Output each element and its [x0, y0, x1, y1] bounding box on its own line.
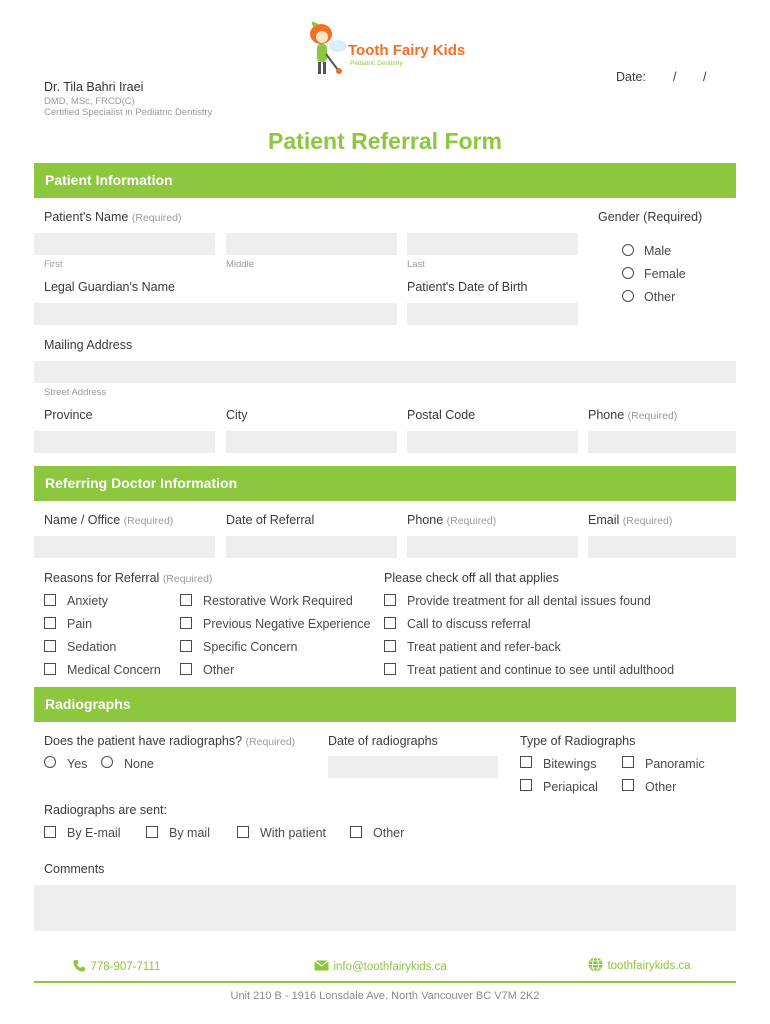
guardian-label: Legal Guardian's Name — [44, 280, 175, 294]
radiograph-type-label: Type of Radiographs — [520, 734, 636, 748]
sent-email-checkbox[interactable] — [44, 826, 56, 838]
type-panoramic-checkbox[interactable] — [622, 756, 634, 768]
referring-phone-input[interactable] — [407, 536, 578, 558]
comments-label: Comments — [44, 862, 105, 876]
street-address-caption: Street Address — [44, 387, 107, 398]
section-header-radiographs — [34, 687, 736, 722]
guardian-input[interactable] — [34, 303, 397, 325]
last-name-caption: Last — [407, 259, 425, 270]
sent-other-checkbox[interactable] — [350, 826, 362, 838]
footer-address: Unit 210 B - 1916 Lonsdale Ave. North Vancouver BC V7M 2K2 — [230, 990, 540, 1002]
dob-input[interactable] — [407, 303, 578, 325]
date-separator: / — [673, 70, 677, 84]
postal-code-label: Postal Code — [407, 408, 476, 422]
phone-icon — [72, 959, 86, 973]
patient-phone-label: Phone (Required) — [588, 408, 678, 422]
check-continue-checkbox[interactable] — [384, 663, 396, 675]
logo — [306, 20, 466, 82]
middle-name-caption: Middle — [226, 259, 254, 270]
check-refer-back-label: Treat patient and refer-back — [407, 640, 561, 654]
sent-other-label: Other — [373, 826, 405, 840]
check-treat-all-label: Provide treatment for all dental issues found — [407, 594, 651, 608]
section-title: Referring Doctor Information — [45, 475, 238, 491]
footer-divider — [34, 981, 736, 983]
page-title: Patient Referral Form — [268, 128, 502, 154]
referring-email-label: Email (Required) — [588, 513, 673, 527]
footer-email-text: info@toothfairykids.ca — [333, 961, 447, 973]
reason-medical-label: Medical Concern — [67, 663, 161, 677]
postal-code-input[interactable] — [407, 431, 578, 453]
type-periapical-checkbox[interactable] — [520, 779, 532, 791]
reason-restorative-label: Restorative Work Required — [203, 594, 353, 608]
street-address-input[interactable] — [34, 361, 736, 383]
check-continue-label: Treat patient and continue to see until adulthood — [407, 663, 675, 677]
gender-other-radio[interactable] — [622, 290, 634, 302]
type-panoramic-label: Panoramic — [645, 757, 705, 771]
referring-email-input[interactable] — [588, 536, 736, 558]
patient-phone-input[interactable] — [588, 431, 736, 453]
reason-pain-label: Pain — [67, 617, 93, 631]
sent-with-patient-checkbox[interactable] — [237, 826, 249, 838]
gender-male-radio[interactable] — [622, 244, 634, 256]
brand-name: Tooth Fairy Kids — [348, 42, 466, 59]
doctor-name: Dr. Tila Bahri Iraei — [44, 80, 144, 94]
reason-other-checkbox[interactable] — [180, 663, 192, 675]
gender-female-radio[interactable] — [622, 267, 634, 279]
type-bitewings-label: Bitewings — [543, 757, 597, 771]
sent-with-patient-label: With patient — [260, 826, 327, 840]
patient-name-label: Patient's Name (Required) — [44, 210, 182, 224]
reason-anxiety-checkbox[interactable] — [44, 594, 56, 606]
radiographs-date-input[interactable] — [328, 756, 498, 778]
reason-pain-checkbox[interactable] — [44, 617, 56, 629]
reason-medical-checkbox[interactable] — [44, 663, 56, 675]
radiographs-sent-label: Radiographs are sent: — [44, 803, 167, 817]
date-separator: / — [703, 70, 707, 84]
check-call-checkbox[interactable] — [384, 617, 396, 629]
sent-mail-label: By mail — [169, 826, 210, 840]
check-refer-back-checkbox[interactable] — [384, 640, 396, 652]
reason-specific-checkbox[interactable] — [180, 640, 192, 652]
gender-male-label: Male — [644, 244, 672, 258]
reason-other-label: Other — [203, 663, 235, 677]
radiographs-date-label: Date of radiographs — [328, 734, 438, 748]
footer-website-text: toothfairykids.ca — [607, 960, 691, 972]
radiographs-none-radio[interactable] — [101, 756, 113, 768]
last-name-input[interactable] — [407, 233, 578, 255]
referring-name-input[interactable] — [34, 536, 215, 558]
type-other-checkbox[interactable] — [622, 779, 634, 791]
referring-phone-label: Phone (Required) — [407, 513, 497, 527]
radiographs-none-label: None — [124, 757, 154, 771]
type-other-label: Other — [645, 780, 677, 794]
section-header-referring — [34, 466, 736, 501]
mail-icon — [314, 960, 329, 971]
referral-date-input[interactable] — [226, 536, 397, 558]
reason-sedation-checkbox[interactable] — [44, 640, 56, 652]
reason-sedation-label: Sedation — [67, 640, 117, 654]
city-input[interactable] — [226, 431, 397, 453]
type-bitewings-checkbox[interactable] — [520, 756, 532, 768]
brand-tagline: Pediatric Dentistry — [350, 60, 403, 67]
doctor-specialty: Certified Specialist in Pediatric Dentistry — [44, 107, 213, 118]
date-label: Date: — [616, 70, 646, 84]
referral-date-label: Date of Referral — [226, 513, 315, 527]
section-title: Patient Information — [45, 172, 173, 188]
radiographs-yes-label: Yes — [67, 757, 88, 771]
city-label: City — [226, 408, 248, 422]
gender-label: Gender (Required) — [598, 210, 703, 224]
sent-mail-checkbox[interactable] — [146, 826, 158, 838]
first-name-caption: First — [44, 259, 63, 270]
reason-restorative-checkbox[interactable] — [180, 594, 192, 606]
doctor-credentials: DMD, MSc, FRCD(C) — [44, 96, 135, 107]
check-call-label: Call to discuss referral — [407, 617, 531, 631]
globe-icon — [588, 957, 603, 972]
reason-anxiety-label: Anxiety — [67, 594, 108, 608]
section-title: Radiographs — [45, 696, 131, 712]
footer-email[interactable] — [314, 957, 447, 975]
comments-textarea[interactable] — [34, 885, 736, 931]
reason-negative-label: Previous Negative Experience — [203, 617, 371, 631]
footer-website[interactable] — [588, 956, 691, 974]
reason-negative-checkbox[interactable] — [180, 617, 192, 629]
mailing-address-label: Mailing Address — [44, 338, 133, 352]
referring-name-label: Name / Office (Required) — [44, 513, 174, 527]
has-radiographs-label: Does the patient have radiographs? (Required) — [44, 734, 296, 748]
province-label: Province — [44, 408, 93, 422]
middle-name-input[interactable] — [226, 233, 397, 255]
radiographs-yes-radio[interactable] — [44, 756, 56, 768]
gender-other-label: Other — [644, 290, 676, 304]
footer-phone[interactable] — [72, 957, 160, 975]
check-treat-all-checkbox[interactable] — [384, 594, 396, 606]
footer-phone-text: 778-907-7111 — [90, 961, 161, 973]
reason-specific-label: Specific Concern — [203, 640, 298, 654]
type-periapical-label: Periapical — [543, 780, 598, 794]
first-name-input[interactable] — [34, 233, 215, 255]
section-header-patient — [34, 163, 736, 198]
gender-female-label: Female — [644, 267, 686, 281]
reasons-label: Reasons for Referral (Required) — [44, 571, 213, 585]
tooth-fairy-mascot-icon — [306, 20, 348, 82]
sent-email-label: By E-mail — [67, 826, 121, 840]
dob-label: Patient's Date of Birth — [407, 280, 528, 294]
province-input[interactable] — [34, 431, 215, 453]
check-all-label: Please check off all that applies — [384, 571, 559, 585]
